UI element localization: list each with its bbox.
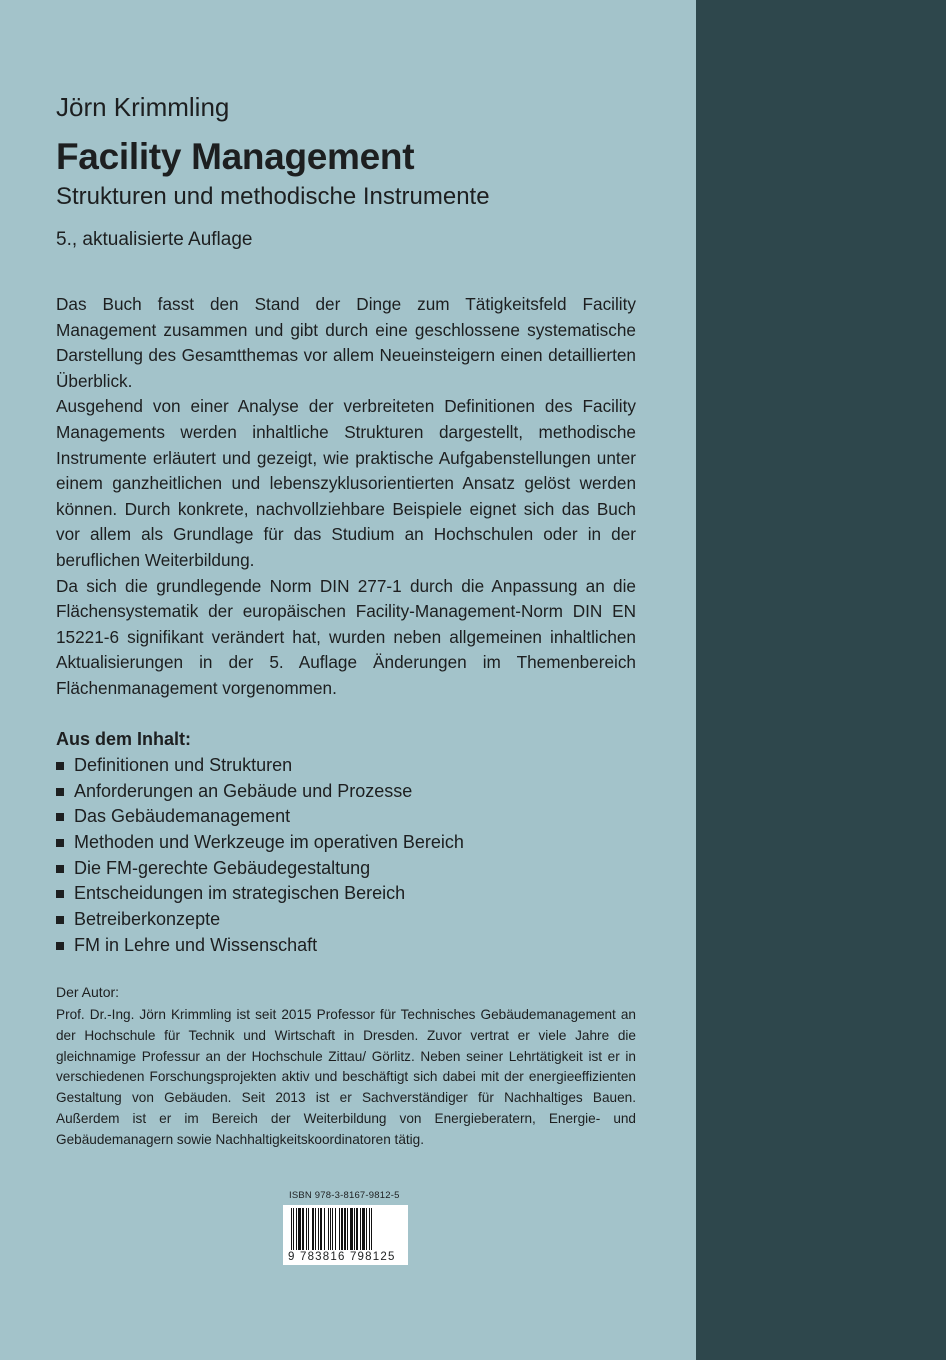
list-item	[56, 933, 464, 959]
list-item-label: Definitionen und Strukturen	[74, 755, 293, 775]
bullet-square-icon	[56, 865, 64, 873]
bullet-square-icon	[56, 942, 64, 950]
blurb-paragraph: Das Buch fasst den Stand der Dinge zum Tätigkeitsfeld Facility Management zusammen und gibt durch eine geschlossene systematische Darstellung des Gesamtthemas vor allem Neueinsteigern einen detaillierten Überblick.	[56, 294, 636, 391]
barcode	[283, 1205, 408, 1265]
list-item-label: Entscheidungen im strategischen Bereich	[74, 883, 406, 904]
blurb-paragraph: Da sich die grundlegende Norm DIN 277-1 durch die Anpassung an die Flächensystematik der europäischen Facility-Management-Norm DIN EN 15221-6 signifikant verändert hat, wurden neben allgemeinen inhaltlichen Aktualisierungen in der 5. Auflage Änderungen im Themenbereich Flächenmanagement vorgenommen.	[56, 575, 636, 698]
list-item-label: Die FM-gerechte Gebäudegestaltung	[74, 857, 371, 878]
bullet-square-icon	[56, 916, 64, 924]
list-item	[56, 907, 464, 933]
list-item-label: Das Gebäudemanagement	[74, 806, 291, 827]
list-item-label: Anforderungen an Gebäude und Prozesse	[74, 780, 413, 801]
list-item-label: Methoden und Werkzeuge im operativen Bereich	[74, 832, 464, 853]
list-item	[56, 753, 464, 779]
blurb-paragraph: Ausgehend von einer Analyse der verbreiteten Definitionen des Facility Managements werden inhaltliche Strukturen dargestellt, methodische Instrumente erläutert und gezeigt, wie praktische Aufgabenstellungen unter einem ganzheitlichen und lebenszyklusorientierten Ansatz gelöst werden können. Durch konkrete, nachvollziehbare Beispiele eignet sich das Buch vor allem als Grundlage für das Studium an Hochschulen oder in der beruflichen Weiterbildung.	[56, 396, 636, 570]
list-item	[56, 856, 464, 882]
bullet-square-icon	[56, 890, 64, 898]
list-item	[56, 779, 464, 805]
list-item	[56, 804, 464, 830]
author-name: Jörn Krimmling	[56, 92, 230, 122]
list-item	[56, 881, 464, 907]
bullet-square-icon	[56, 762, 64, 770]
author-section-heading: Der Autor:	[56, 984, 120, 1000]
book-title: Facility Management	[56, 136, 415, 177]
list-item-label: Betreiberkonzepte	[74, 909, 221, 930]
edition-label: 5., aktualisierte Auflage	[56, 229, 253, 250]
bullet-square-icon	[56, 788, 64, 796]
author-bio: Prof. Dr.-Ing. Jörn Krimmling ist seit 2015 Professor für Technisches Gebäudemanagement an der Hochschule für Technik und Wirtschaft in Dresden. Zuvor vertrat er viele Jahre die gleichnamige Professur an der Hochschule Zittau/ Görlitz. Neben seiner Lehrtätigkeit ist er in verschiedenen Forschungsprojekten aktiv und beschäftigt sich dabei mit der energieeffizienten Gestaltung von Gebäuden. Seit 2013 ist er Sachverständiger für Nachhaltiges Bauen. Außerdem ist er im Bereich der Weiterbildung von Energieberatern, Energie- und Gebäudemanagern sowie Nachhaltigkeitskoordinatoren tätig.	[56, 1007, 636, 1147]
contents-heading: Aus dem Inhalt:	[56, 729, 192, 749]
contents-list	[56, 753, 464, 959]
book-subtitle: Strukturen und methodische Instrumente	[56, 183, 490, 210]
list-item-label: FM in Lehre und Wissenschaft	[74, 934, 318, 955]
barcode-digits: 9 783816 798125	[288, 1251, 396, 1263]
bullet-square-icon	[56, 813, 64, 821]
barcode-bars-icon	[283, 1205, 408, 1251]
isbn-label: ISBN 978-3-8167-9812-5	[289, 1190, 400, 1201]
bullet-square-icon	[56, 839, 64, 847]
list-item	[56, 830, 464, 856]
blurb-text	[56, 292, 636, 702]
spine-band	[696, 0, 946, 1360]
